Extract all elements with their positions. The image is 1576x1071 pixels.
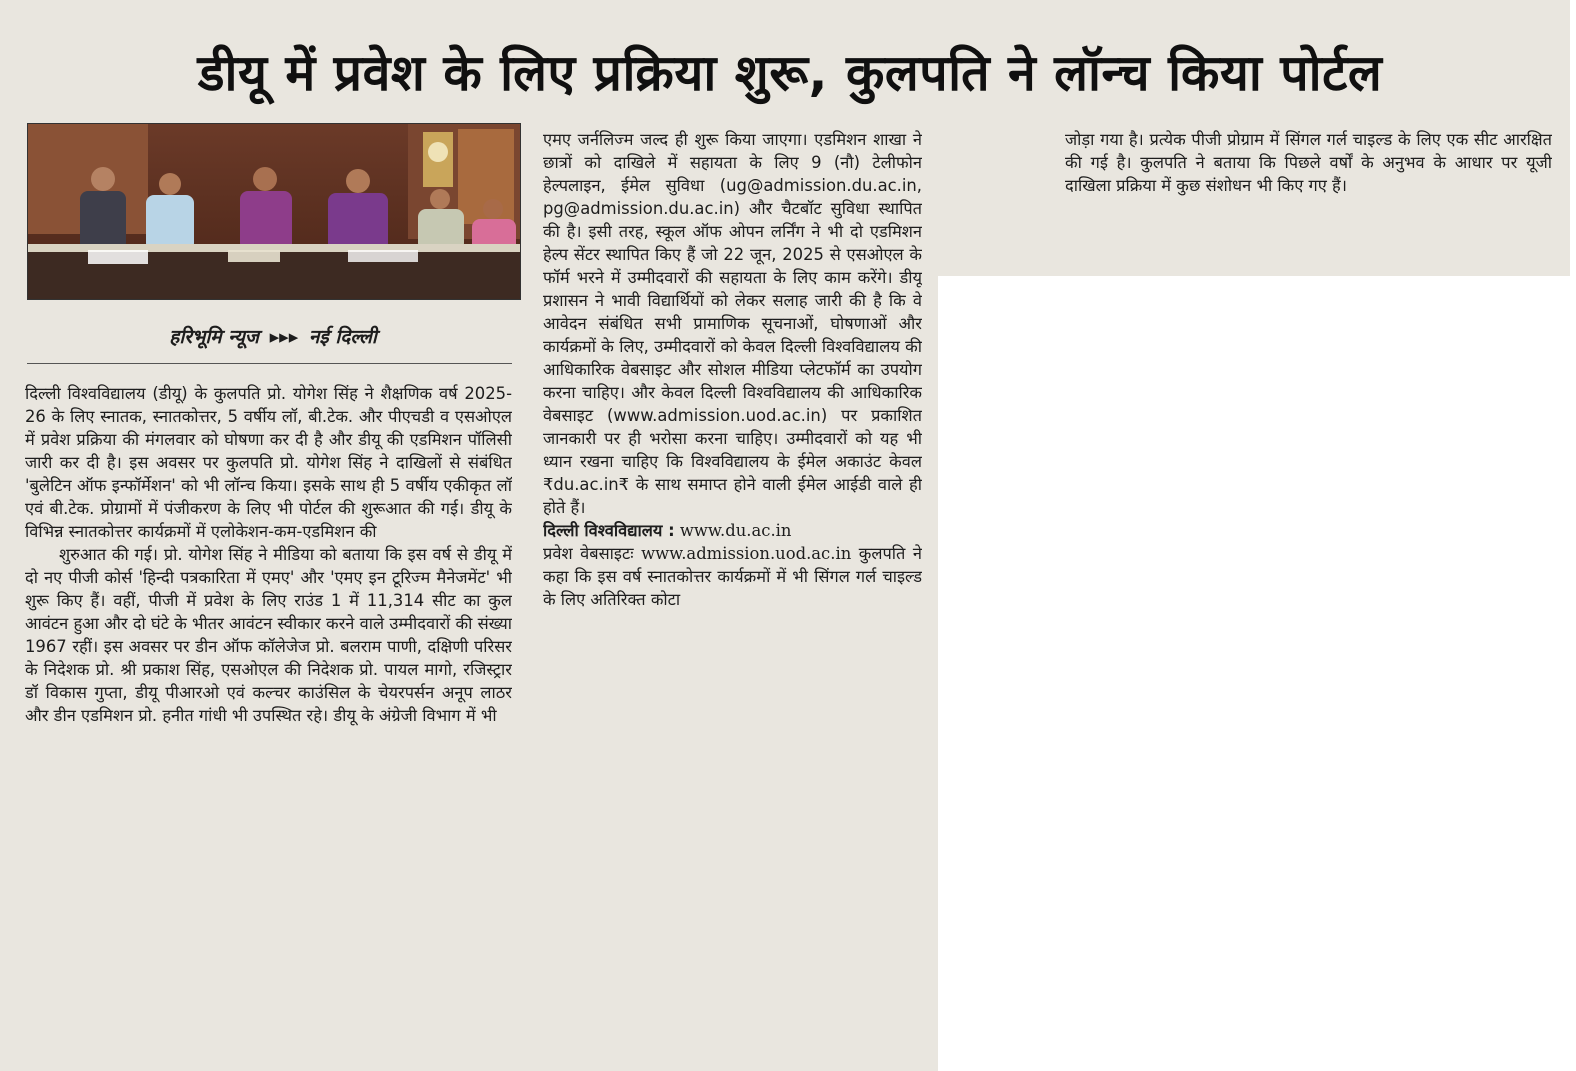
university-website-url: www.du.ac.in [679, 521, 792, 540]
byline [27, 323, 519, 355]
university-website-line [543, 519, 922, 542]
column-2-paragraph-3: कुलपति ने कहा कि इस वर्ष स्नातकोत्तर कार्यक्रमों में भी सिंगल गर्ल चाइल्ड के लिए अतिरिक्त कोटा [543, 544, 922, 609]
column-1 [25, 382, 512, 1058]
column-3 [1065, 128, 1552, 268]
photo-illustration [28, 124, 520, 299]
admission-website-url: www.admission.uod.ac.in [641, 544, 852, 563]
column-3-paragraph-1: जोड़ा गया है। प्रत्येक पीजी प्रोग्राम में सिंगल गर्ल चाइल्ड के लिए एक सीट आरक्षित की गई है। कुलपति ने बताया कि पिछले वर्षों के अनुभव के आधार पर यूजी दाखिला प्रक्रिया में कुछ संशोधन भी किए गए हैं। [1065, 130, 1552, 195]
press-conference-photo [27, 123, 521, 300]
column-2-paragraph-1: एमए जर्नलिज्म जल्द ही शुरू किया जाएगा। एडमिशन शाखा ने छात्रों को दाखिले में सहायता के लिए 9 (नौ) टेलीफोन हेल्पलाइन, ईमेल सुविधा (ug@admission.du.ac.in, pg@admission.du.ac.in) और चैटबॉट सुविधा स्थापित की है। इसी तरह, स्कूल ऑफ ओपन लर्निंग ने भी दो एडमिशन हेल्प सेंटर स्थापित किए हैं जो 22 जून, 2025 से एसओएल के फॉर्म भरने में उम्मीदवारों की सहायता के लिए काम करेंगे। डीयू प्रशासन ने भावी विद्यार्थियों को लेकर सलाह जारी की है कि वे आवेदन संबंधित सभी प्रामाणिक सूचनाओं, घोषणाओं और कार्यक्रमों के लिए, उम्मीदवारों को केवल दिल्ली विश्वविद्यालय की आधिकारिक वेबसाइट और सोशल मीडिया प्लेटफॉर्म का उपयोग करना चाहिए। और केवल दिल्ली विश्वविद्यालय की आधिकारिक वेबसाइट (www.admission.uod.ac.in) पर प्रकाशित जानकारी पर ही भरोसा करना चाहिए। उम्मीदवारों को यह भी ध्यान रखना चाहिए कि विश्वविद्यालय के ईमेल अकाउंट केवल ₹du.ac.in₹ के साथ समाप्त होने वाली ईमेल आईडी वाले ही होते हैं। [543, 130, 922, 517]
byline-place: नई दिल्ली [308, 326, 377, 348]
column-1-paragraph-2: शुरुआत की गई। प्रो. योगेश सिंह ने मीडिया को बताया कि इस वर्ष से डीयू में दो नए पीजी कोर्स 'हिन्दी पत्रकारिता में एमए' और 'एमए इन टूरिज्म मैनेजमेंट' भी शुरू किए हैं। वहीं, पीजी में प्रवेश के लिए राउंड 1 में 11,314 सीट का कुल आवंटन हुआ और दो घंटे के भीतर आवंटन स्वीकार करने वाले उम्मीदवारों की संख्या 1967 रहीं। इस अवसर पर डीन ऑफ कॉलेजेज प्रो. बलराम पाणी, दक्षिणी परिसर के निदेशक प्रो. श्री प्रकाश सिंह, एसओएल की निदेशक प्रो. पायल मागो, रजिस्ट्रार डॉ विकास गुप्ता, डीयू पीआरओ एवं कल्चर काउंसिल के चेयरपर्सन अनूप लाठर और डीन एडमिशन प्रो. हनीत गांधी भी उपस्थित रहे। डीयू के अंग्रेजी विभाग में भी [25, 545, 512, 725]
byline-rule [27, 363, 512, 364]
admission-website-label: प्रवेश वेबसाइटः [543, 544, 634, 563]
byline-arrows-icon: ▸▸▸ [269, 326, 299, 348]
blank-area [938, 276, 1576, 1071]
column-2 [543, 128, 922, 1068]
byline-agency: हरिभूमि न्यूज [169, 326, 259, 348]
university-website-label: दिल्ली विश्वविद्यालय : [543, 521, 675, 540]
headline: डीयू में प्रवेश के लिए प्रक्रिया शुरू, कुलपति ने लॉन्च किया पोर्टल [197, 44, 1383, 102]
admission-website-line [543, 542, 922, 611]
column-1-paragraph-1: दिल्ली विश्वविद्यालय (डीयू) के कुलपति प्रो. योगेश सिंह ने शैक्षणिक वर्ष 2025-26 के लिए स्नातक, स्नातकोत्तर, 5 वर्षीय लॉ, बी.टेक. और पीएचडी व एसओएल में प्रवेश प्रक्रिया की मंगलवार को घोषणा कर दी है और डीयू की एडमिशन पॉलिसी जारी कर दी है। इस अवसर पर कुलपति प्रो. योगेश सिंह ने दाखिलों से संबंधित 'बुलेटिन ऑफ इन्फॉर्मेशन' को भी लॉन्च किया। इसके साथ ही 5 वर्षीय एकीकृत लॉ एवं बी.टेक. प्रोग्रामों में पंजीकरण के लिए भी पोर्टल की शुरूआत की गई। डीयू के विभिन्न स्नातकोत्तर कार्यक्रमों में एलोकेशन-कम-एडमिशन की [25, 384, 512, 541]
